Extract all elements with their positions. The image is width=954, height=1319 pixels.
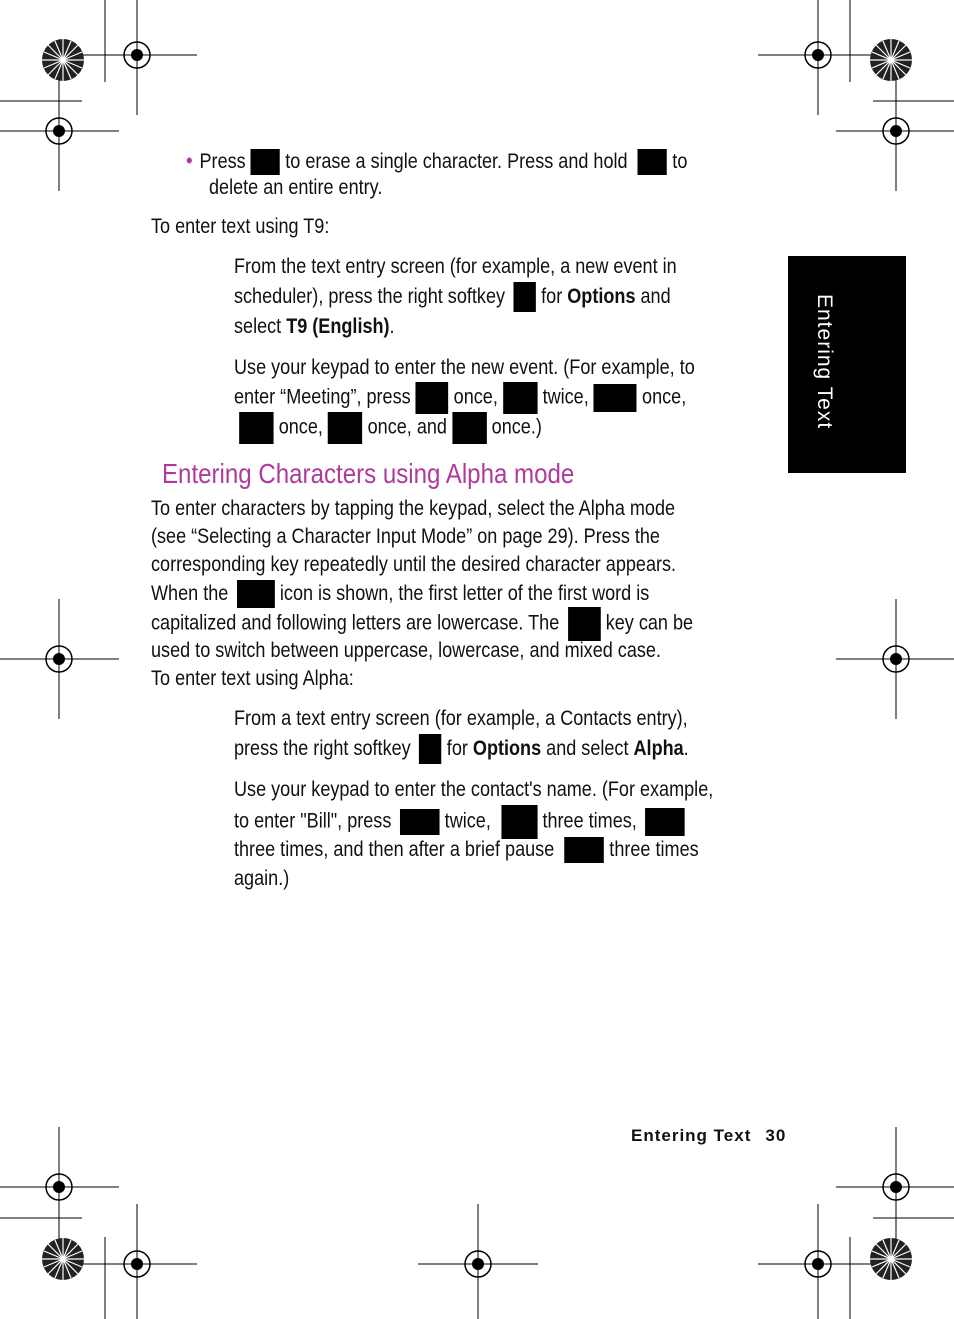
clear-key-icon	[638, 149, 667, 175]
footer-section: Entering Text	[631, 1126, 752, 1145]
bullet-line-1: • Press to erase a single character. Press and hold to	[186, 146, 687, 177]
t9-step2-line1: Use your keypad to enter the new event. (For example, to	[234, 356, 695, 379]
right-softkey-icon	[419, 734, 441, 764]
t9-step2-line3: once, once, and once.)	[234, 412, 542, 444]
section-heading: Entering Characters using Alpha mode	[162, 458, 575, 489]
clear-key-icon	[251, 149, 280, 175]
key-8-icon	[594, 384, 637, 412]
t9-intro: To enter text using T9:	[151, 215, 330, 238]
t9-step1-line3: select T9 (English).	[234, 315, 395, 338]
t9-step1-line1: From the text entry screen (for example, a new event in	[234, 255, 677, 278]
key-3-icon	[503, 382, 537, 414]
key-6-icon	[328, 412, 362, 444]
key-5-icon	[645, 808, 685, 836]
t9-step1-line2: scheduler), press the right softkey for Options and	[234, 282, 671, 312]
alpha-step2-line1: Use your keypad to enter the contact's name. (For example,	[234, 778, 714, 801]
right-softkey-icon	[514, 282, 536, 312]
capitalize-icon	[237, 580, 275, 608]
page-footer	[631, 1126, 786, 1146]
alpha-para-line7: To enter text using Alpha:	[151, 667, 354, 690]
key-2-icon	[400, 809, 440, 835]
bullet-line-2: delete an entire entry.	[209, 176, 383, 199]
key-4-icon	[501, 805, 537, 839]
key-5-icon	[565, 837, 605, 863]
alpha-step1-line2: press the right softkey for Options and select Alpha.	[234, 734, 689, 764]
alpha-step2-line3: three times, and then after a brief pause three times	[234, 835, 699, 865]
key-4-icon	[239, 412, 273, 444]
bullet-icon: •	[186, 148, 193, 173]
alpha-step1-line1: From a text entry screen (for example, a Contacts entry),	[234, 707, 688, 730]
alpha-para-line4: When the icon is shown, the first letter of the first word is	[151, 579, 649, 609]
alpha-para-line1: To enter characters by tapping the keypad, select the Alpha mode	[151, 497, 676, 520]
key-4-icon	[452, 412, 486, 444]
alpha-para-line5: capitalized and following letters are lowercase. The key can be	[151, 607, 693, 641]
alpha-para-line2: (see “Selecting a Character Input Mode” on page 29). Press the	[151, 525, 660, 548]
alpha-para-line6: used to switch between uppercase, lowercase, and mixed case.	[151, 639, 661, 662]
page-number: 30	[765, 1126, 787, 1145]
key-6-icon	[416, 382, 449, 414]
alpha-para-line3: corresponding key repeatedly until the desired character appears.	[151, 553, 677, 576]
t9-step2-line2: enter “Meeting”, press once, twice, once,	[234, 382, 686, 414]
alpha-step2-line4: again.)	[234, 867, 290, 890]
alpha-step2-line2: to enter "Bill", press twice, three times,	[234, 805, 690, 839]
side-tab-label: Entering Text	[813, 294, 836, 430]
